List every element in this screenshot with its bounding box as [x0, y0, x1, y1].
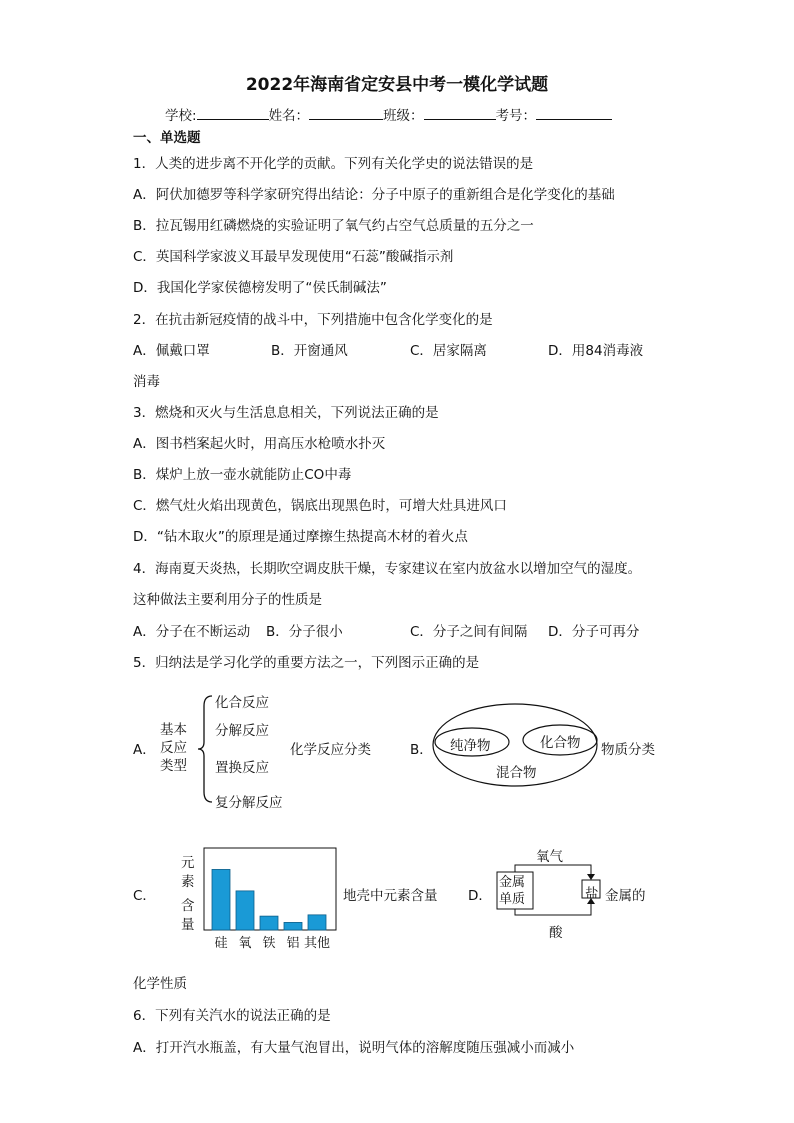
question-3-option-d[interactable]: D．“钻木取火”的原理是通过摩擦生热提高木材的着火点	[133, 529, 468, 545]
question-2-option-a[interactable]: A．佩戴口罩	[133, 343, 210, 359]
oxygen-label: 氧气	[536, 849, 563, 865]
option-d-caption-continued: 化学性质	[133, 976, 187, 992]
acid-label: 酸	[549, 925, 563, 941]
x-tick-label-2: 铁	[262, 936, 276, 951]
x-tick-label-3: 铝	[286, 936, 300, 951]
option-c-caption: 地壳中元素含量	[343, 888, 438, 904]
question-4-option-c[interactable]: C．分子之间有间隔	[410, 624, 528, 640]
y-label-char4: 量	[181, 917, 195, 933]
question-4-stem-line2: 这种做法主要利用分子的性质是	[133, 592, 322, 608]
basic-reaction-type-label	[160, 721, 187, 775]
y-label-char3: 含	[181, 898, 195, 914]
class-label: 班级：	[383, 108, 424, 124]
curly-brace-icon	[196, 694, 216, 804]
question-2-option-d[interactable]: D．用84消毒液	[548, 343, 644, 359]
reaction-type-double-decomposition: 复分解反应	[215, 795, 283, 811]
school-label: 学校:	[165, 108, 197, 124]
question-4-option-b[interactable]: B．分子很小	[266, 624, 343, 640]
name-blank[interactable]	[309, 106, 383, 120]
reaction-type-displacement: 置换反应	[215, 760, 269, 776]
question-3-option-a[interactable]: A．图书档案起火时，用高压水枪喷水扑灭	[133, 436, 386, 452]
question-1-option-d[interactable]: D．我国化学家侯德榜发明了“侯氏制碱法”	[133, 280, 387, 296]
reaction-type-decomposition: 分解反应	[215, 723, 269, 739]
pure-substance-label: 纯净物	[450, 738, 491, 754]
compound-label: 化合物	[540, 735, 581, 751]
question-1-option-b[interactable]: B．拉瓦锡用红磷燃烧的实验证明了氧气约占空气总质量的五分之一	[133, 218, 534, 234]
question-1-stem: 1．人类的进步离不开化学的贡献。下列有关化学史的说法错误的是	[133, 156, 534, 172]
question-3-option-b[interactable]: B．煤炉上放一壶水就能防止CO中毒	[133, 467, 352, 483]
bar-2	[260, 916, 278, 930]
student-info-line	[165, 104, 612, 124]
group-label-line1: 基本	[160, 722, 187, 738]
salt-label: 盐	[585, 886, 599, 902]
question-5-option-c-label[interactable]: C．	[133, 888, 156, 904]
question-2-option-c[interactable]: C．居家隔离	[410, 343, 487, 359]
option-b-caption: 物质分类	[601, 742, 655, 758]
option-a-caption: 化学反应分类	[290, 742, 371, 758]
crust-element-bar-chart	[200, 846, 340, 954]
x-tick-label-0: 硅	[214, 936, 228, 951]
chart-y-label-top	[181, 854, 195, 892]
number-label: 考号：	[495, 108, 537, 124]
x-tick-label-1: 氧	[238, 936, 252, 951]
question-2-stem: 2．在抗击新冠疫情的战斗中，下列措施中包含化学变化的是	[133, 312, 493, 328]
question-5-stem: 5．归纳法是学习化学的重要方法之一，下列图示正确的是	[133, 655, 480, 671]
chart-y-label-bottom	[181, 897, 195, 935]
question-4-option-a[interactable]: A．分子在不断运动	[133, 624, 251, 640]
question-1-option-a[interactable]: A．阿伏加德罗等科学家研究得出结论：分子中原子的重新组合是化学变化的基础	[133, 187, 615, 203]
question-5-option-b-label[interactable]: B．	[410, 742, 433, 758]
question-4-stem-line1: 4．海南夏天炎热，长期吹空调皮肤干燥，专家建议在室内放盆水以增加空气的湿度。	[133, 561, 642, 577]
question-5-option-d-label[interactable]: D．	[468, 888, 492, 904]
option-d-caption: 金属的	[605, 888, 646, 904]
metal-label: 金属	[499, 875, 526, 890]
question-4-option-d[interactable]: D．分子可再分	[548, 624, 640, 640]
bar-4	[308, 915, 326, 930]
section-heading: 一、单选题	[133, 130, 201, 146]
bar-0	[212, 869, 230, 930]
bar-3	[284, 922, 302, 930]
reaction-type-combination: 化合反应	[215, 695, 269, 711]
school-blank[interactable]	[197, 106, 269, 120]
metal-element-box	[499, 874, 525, 908]
element-label: 单质	[499, 892, 526, 907]
mixture-label: 混合物	[496, 765, 537, 781]
question-1-option-c[interactable]: C．英国科学家波义耳最早发现使用“石蕊”酸碱指示剂	[133, 249, 454, 265]
question-3-stem: 3．燃烧和灭火与生活息息相关，下列说法正确的是	[133, 405, 439, 421]
page-title: 2022年海南省定安县中考一模化学试题	[245, 75, 549, 95]
number-blank[interactable]	[536, 106, 612, 120]
question-2-option-b[interactable]: B．开窗通风	[271, 343, 348, 359]
bar-1	[236, 891, 254, 930]
x-tick-label-4: 其他	[303, 936, 331, 951]
question-3-option-c[interactable]: C．燃气灶火焰出现黄色，锅底出现黑色时，可增大灶具进风口	[133, 498, 507, 514]
question-6-stem: 6．下列有关汽水的说法正确的是	[133, 1008, 331, 1024]
question-6-option-a[interactable]: A．打开汽水瓶盖，有大量气泡冒出，说明气体的溶解度随压强减小而减小	[133, 1040, 575, 1056]
question-2-option-d-continued: 消毒	[133, 374, 160, 390]
name-label: 姓名：	[268, 108, 310, 124]
y-label-char2: 素	[181, 874, 195, 890]
question-5-option-a-label[interactable]: A．	[133, 742, 156, 758]
class-blank[interactable]	[424, 106, 496, 120]
group-label-line2: 反应	[160, 740, 187, 756]
y-label-char1: 元	[181, 855, 195, 871]
group-label-line3: 类型	[160, 758, 187, 774]
